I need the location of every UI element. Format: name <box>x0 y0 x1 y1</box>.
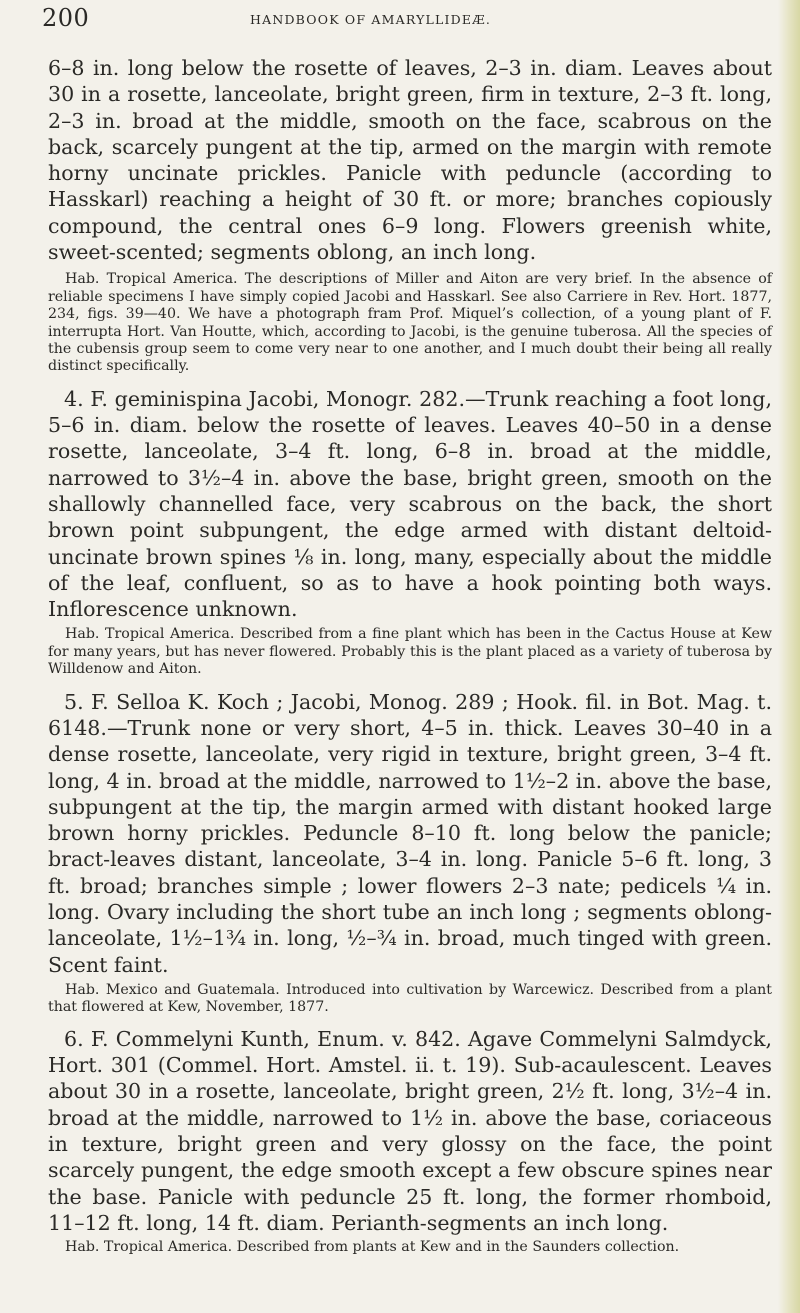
page-number: 200 <box>42 4 90 32</box>
selloa-habitat-note: Hab. Mexico and Guatemala. Introduced into cultivation by Warcewicz. Described from a plant that flowered at Kew, November, 1877. <box>48 981 772 1016</box>
page-header <box>42 0 772 60</box>
tuberosa-habitat-note: Hab. Tropical America. The descriptions of Miller and Aiton are very brief. In the absence of reliable specimens I have simply copied Jacobi and Hasskarl. See also Carriere in Rev. Hort. 1877, 234, figs. 39—40. We have a photograph fram Prof. Miquel’s collection, of a young plant of F. interrupta Hort. Van Houtte, which, according to Jacobi, is the genuine tuberosa. All the species of the cubensis group seem to come very near to one another, and I much doubt their being all really distinct specifically. <box>48 271 772 375</box>
commelyni-description: 6. F. Commelyni Kunth, Enum. v. 842. Agave Commelyni Salmdyck, Hort. 301 (Commel. Hort. Amstel. ii. t. 19). Sub-acaulescent. Leaves about 30 in a rosette, lanceolate, bright green, 2½ ft. long, 3½–4 in. broad at the middle, narrowed to 1½ in. above the base, coriaceous in texture, bright green and very glossy on the face, the point scarcely pungent, the edge smooth except a few obscure spines near the base. Panicle with peduncle 25 ft. long, the former rhomboid, 11–12 ft. long, 14 ft. diam. Perianth-segments an inch long. <box>48 1026 772 1235</box>
running-head: HANDBOOK OF AMARYLLIDEÆ. <box>250 12 492 27</box>
page-edge-shading <box>778 0 800 1313</box>
tuberosa-description-continued: 6–8 in. long below the rosette of leaves, 2–3 in. diam. Leaves about 30 in a rosette, lanceolate, bright green, firm in texture, 2–3 ft. long, 2–3 in. broad at the middle, smooth on the face, scabrous on the back, scarcely pungent at the tip, armed on the margin with remote horny uncinate prickles. Panicle with peduncle (according to Hasskarl) reaching a height of 30 ft. or more; branches copiously compound, the central ones 6–9 long. Flowers greenish white, sweet-scented; segments oblong, an inch long. <box>48 56 772 265</box>
geminispina-habitat-note: Hab. Tropical America. Described from a fine plant which has been in the Cactus House at Kew for many years, but has never flowered. Probably this is the plant placed as a variety of tuberosa by Willdenow and Aiton. <box>48 626 772 678</box>
book-page <box>42 0 772 1257</box>
selloa-description: 5. F. Selloa K. Koch ; Jacobi, Monog. 289 ; Hook. fil. in Bot. Mag. t. 6148.—Trunk none or very short, 4–5 in. thick. Leaves 30–40 in a dense rosette, lanceolate, very rigid in texture, bright green, 3–4 ft. long, 4 in. broad at the middle, narrowed to 1½–2 in. above the base, subpungent at the tip, the margin armed with distant hooked large brown horny prickles. Peduncle 8–10 ft. long below the panicle; bract-leaves distant, lanceolate, 3–4 in. long. Panicle 5–6 ft. long, 3 ft. broad; branches simple ; lower flowers 2–3 nate; pedicels ¼ in. long. Ovary including the short tube an inch long ; segments oblong-lanceolate, 1½–1¾ in. long, ½–¾ in. broad, much tinged with green. Scent faint. <box>48 689 772 977</box>
geminispina-description: 4. F. geminispina Jacobi, Monogr. 282.—Trunk reaching a foot long, 5–6 in. diam. below the rosette of leaves. Leaves 40–50 in a dense rosette, lanceolate, 3–4 ft. long, 6–8 in. broad at the middle, narrowed to 3½–4 in. above the base, bright green, smooth on the shallowly channelled face, very scabrous on the back, the short brown point subpungent, the edge armed with distant deltoid-uncinate brown spines ⅛ in. long, many, especially about the middle of the leaf, confluent, so as to have a hook pointing both ways. Inflorescence unknown. <box>48 386 772 622</box>
commelyni-habitat-note: Hab. Tropical America. Described from plants at Kew and in the Saunders collection. <box>65 1239 680 1256</box>
